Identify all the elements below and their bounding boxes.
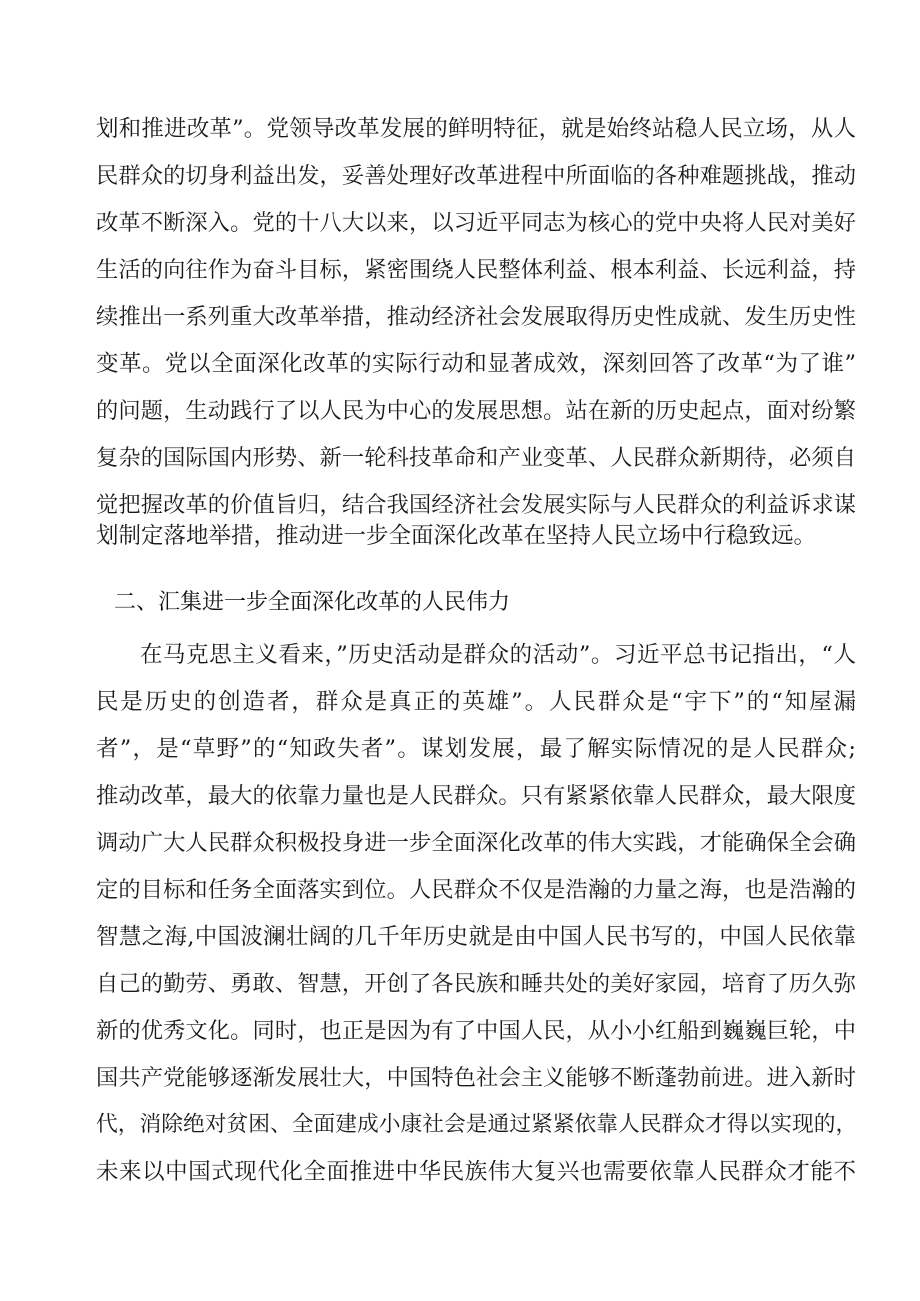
text-line: 者”，是“草野”的“知政失者”。谋划发展，最了解实际情况的是人民群众; bbox=[96, 736, 856, 762]
text-line: 划制定落地举措，推动进一步全面深化改革在坚持人民立场中行稳致远。 bbox=[96, 523, 817, 549]
text-line: 自己的勤劳、勇敢、智慧，开创了各民族和睡共处的美好家园，培育了历久弥 bbox=[96, 971, 856, 997]
text-line: 民群众的切身利益出发，妥善处理好改革进程中所面临的各种难题挑战，推动 bbox=[96, 163, 856, 189]
text-line: 国共产党能够逐渐发展壮大，中国特色社会主义能够不断蓬勃前进。进入新时 bbox=[96, 1065, 856, 1091]
text-line: 续推出一系列重大改革举措，推动经济社会发展取得历史性成就、发生历史性 bbox=[96, 304, 856, 330]
text-line: 智慧之海,中国波澜壮阔的几千年历史就是由中国人民书写的，中国人民依靠 bbox=[96, 924, 856, 950]
text-line: 的问题，生动践行了以人民为中心的发展思想。站在新的历史起点，面对纷繁 bbox=[96, 398, 856, 424]
text-line: 在马克思主义看来，”历史活动是群众的活动”。习近平总书记指出，“人 bbox=[140, 642, 856, 668]
text-line: 觉把握改革的价值旨归，结合我国经济社会发展实际与人民群众的利益诉求谋 bbox=[96, 492, 856, 518]
text-line: 划和推进改革”。党领导改革发展的鲜明特征，就是始终站稳人民立场，从人 bbox=[96, 116, 856, 142]
section-heading: 二、汇集进一步全面深化改革的人民伟力 bbox=[114, 590, 511, 615]
text-line: 生活的向往作为奋斗目标，紧密围绕人民整体利益、根本利益、长远利益，持 bbox=[96, 257, 856, 283]
text-line: 变革。党以全面深化改革的实际行动和显著成效，深刻回答了改革“为了谁” bbox=[96, 351, 856, 377]
text-line: 定的目标和任务全面落实到位。人民群众不仅是浩瀚的力量之海，也是浩瀚的 bbox=[96, 877, 856, 903]
text-line: 代，消除绝对贫困、全面建成小康社会是通过紧紧依靠人民群众才得以实现的， bbox=[96, 1112, 858, 1137]
text-line: 未来以中国式现代化全面推进中华民族伟大复兴也需要依靠人民群众才能不 bbox=[96, 1159, 856, 1185]
text-line: 复杂的国际国内形势、新一轮科技革命和产业变革、人民群众新期待，必须自 bbox=[96, 445, 856, 471]
text-line: 民是历史的创造者，群众是真正的英雄”。人民群众是“宇下”的“知屋漏 bbox=[96, 689, 856, 715]
text-line: 推动改革，最大的依靠力量也是人民群众。只有紧紧依靠人民群众，最大限度 bbox=[96, 783, 856, 809]
text-line: 改革不断深入。党的十八大以来，以习近平同志为核心的党中央将人民对美好 bbox=[96, 210, 856, 236]
text-line: 调动广大人民群众积极投身进一步全面深化改革的伟大实践，才能确保全会确 bbox=[96, 830, 856, 856]
text-line: 新的优秀文化。同时，也正是因为有了中国人民，从小小红船到巍巍巨轮，中 bbox=[96, 1018, 856, 1044]
